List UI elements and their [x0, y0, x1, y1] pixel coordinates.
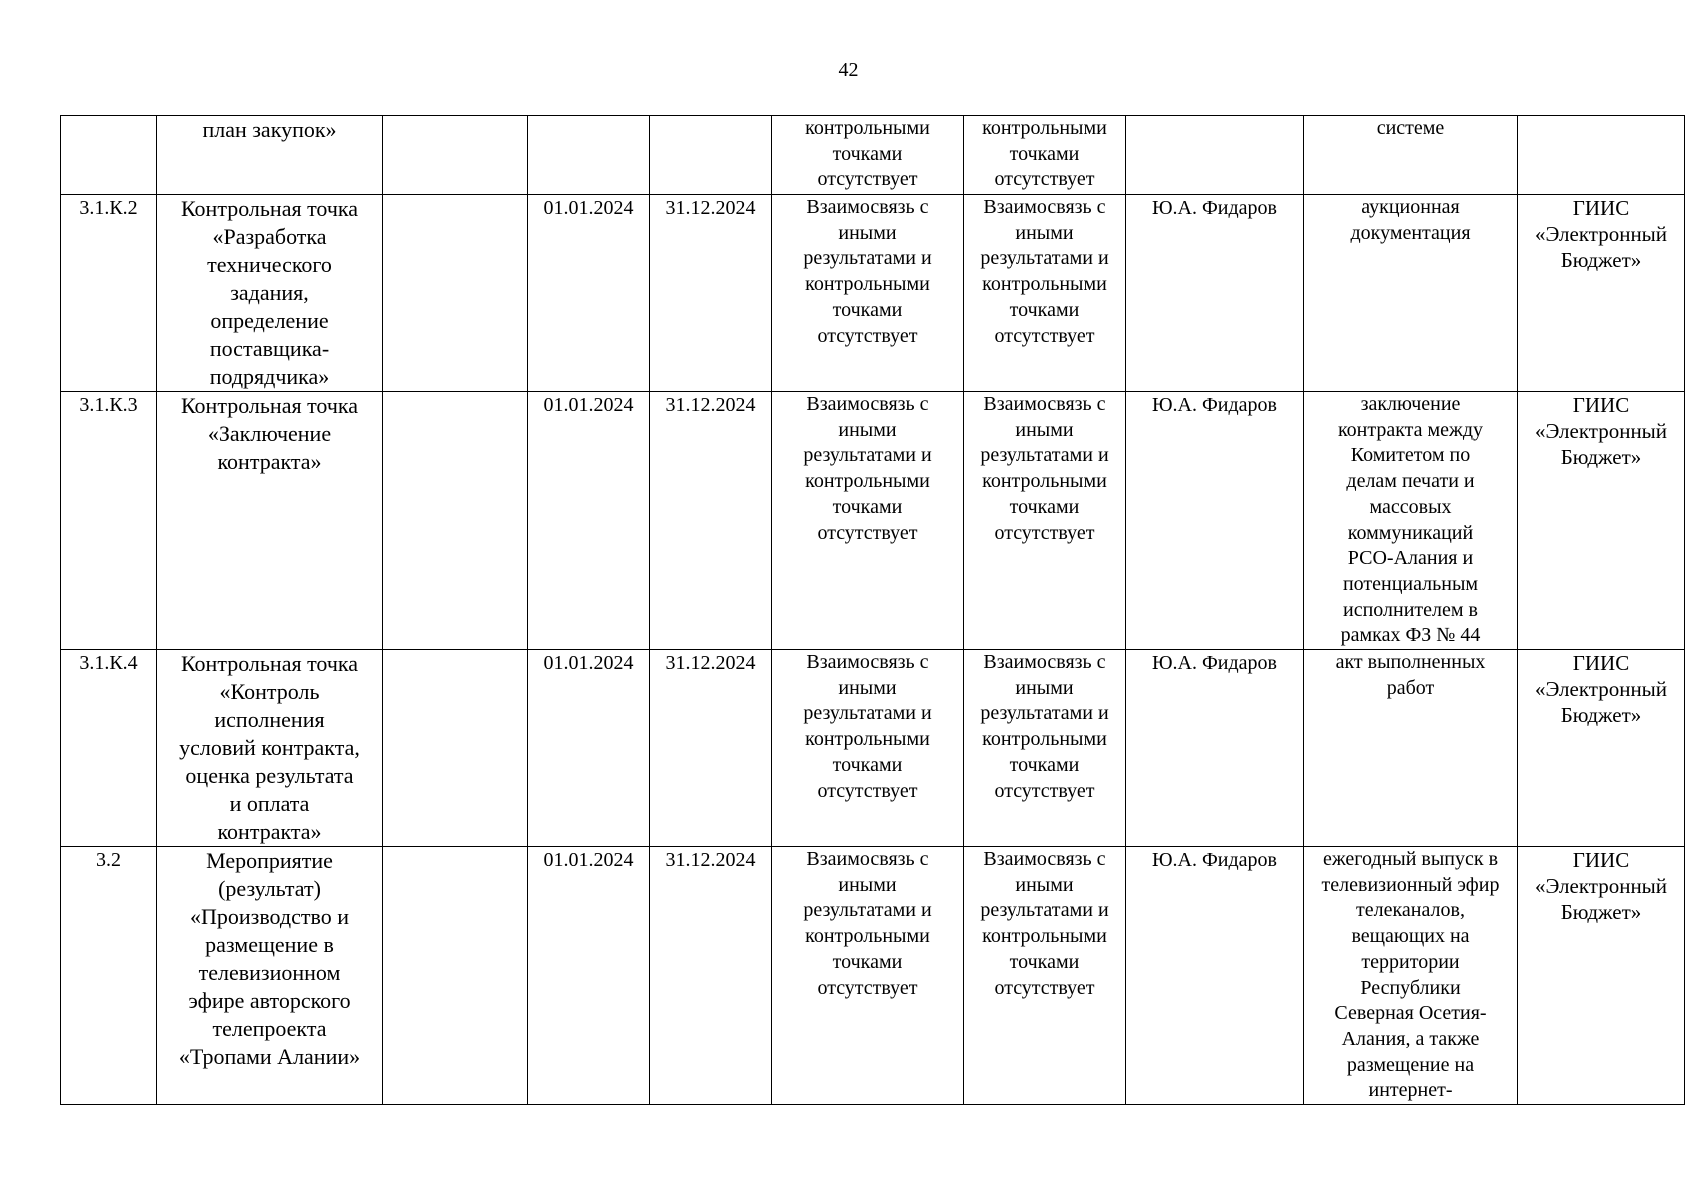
page-number: 42 — [838, 59, 859, 81]
responsible-cell — [1126, 392, 1304, 650]
row-number-cell-text: 3.1.К.4 — [79, 652, 138, 675]
relation-cell — [772, 392, 964, 650]
item-name-cell — [157, 195, 383, 392]
empty-cell — [383, 650, 528, 847]
table-row — [61, 650, 1685, 847]
relation-cell-text: Взаимосвязь с иными результатами и контрольными точками отсутствует — [803, 393, 932, 544]
relation-cell — [772, 195, 964, 392]
description-cell-text: заключение контракта между Комитетом по делам печати и массовых коммуникаций РСО-Алания и потенциальным исполнителем в рамках ФЗ № 44 — [1337, 393, 1484, 647]
responsible-cell — [1126, 195, 1304, 392]
responsible-cell — [1126, 650, 1304, 847]
relation-cell-text: Взаимосвязь с иными результатами и контрольными точками отсутствует — [803, 651, 932, 802]
system-cell-text: ГИИС «Электронный Бюджет» — [1534, 848, 1668, 925]
end-date-cell — [650, 195, 772, 392]
description-cell-text: ежегодный выпуск в телевизионный эфир телеканалов, вещающих на территории Республики Северная Осетия- Алания, а также размещение на интернет- — [1321, 848, 1500, 1102]
table-row — [61, 116, 1685, 195]
empty-cell — [383, 195, 528, 392]
relation-cell-2-text: Взаимосвязь с иными результатами и контрольными точками отсутствует — [980, 393, 1109, 544]
start-date-cell — [528, 392, 650, 650]
row-number-cell-text: 3.1.К.3 — [79, 394, 138, 416]
start-date-cell — [528, 847, 650, 1105]
row-number-cell — [61, 116, 157, 195]
table-row — [61, 195, 1685, 392]
responsible-cell-text: Ю.А. Фидаров — [1152, 849, 1277, 872]
system-cell — [1518, 116, 1685, 195]
start-date-cell-text: 01.01.2024 — [543, 197, 634, 219]
row-number-cell-text: 3.1.К.2 — [79, 197, 138, 219]
responsible-cell-text: Ю.А. Фидаров — [1152, 394, 1277, 416]
row-number-cell-text: 3.2 — [96, 849, 121, 872]
system-cell-text: ГИИС «Электронный Бюджет» — [1534, 651, 1668, 728]
relation-cell-2 — [964, 195, 1126, 392]
table-row — [61, 847, 1685, 1105]
end-date-cell-text: 31.12.2024 — [665, 394, 756, 416]
end-date-cell-text: 31.12.2024 — [665, 197, 756, 219]
relation-cell-2 — [964, 847, 1126, 1105]
system-cell — [1518, 392, 1685, 650]
relation-cell-text: Взаимосвязь с иными результатами и контрольными точками отсутствует — [803, 196, 932, 347]
start-date-cell-text: 01.01.2024 — [543, 849, 634, 872]
responsible-cell — [1126, 116, 1304, 195]
relation-cell-2-text: Взаимосвязь с иными результатами и контрольными точками отсутствует — [980, 651, 1109, 802]
relation-cell — [772, 116, 964, 195]
item-name-cell-text: Контрольная точка «Разработка технического задания, определение поставщика- подрядчика» — [180, 196, 359, 389]
empty-cell — [383, 847, 528, 1105]
end-date-cell — [650, 650, 772, 847]
description-cell-text: акт выполненных работ — [1335, 651, 1486, 699]
empty-cell — [383, 392, 528, 650]
item-name-cell-text: Контрольная точка «Контроль исполнения условий контракта, оценка результата и оплата контракта» — [179, 651, 360, 845]
description-cell — [1304, 195, 1518, 392]
description-cell — [1304, 650, 1518, 847]
item-name-cell — [157, 847, 383, 1105]
description-cell-text: аукционная документация — [1350, 196, 1471, 244]
end-date-cell-text: 31.12.2024 — [665, 849, 756, 872]
system-cell — [1518, 195, 1685, 392]
description-cell — [1304, 116, 1518, 195]
relation-cell-2-text: Взаимосвязь с иными результатами и контрольными точками отсутствует — [980, 196, 1109, 347]
relation-cell-2-text: контрольными точками отсутствует — [982, 117, 1107, 191]
empty-cell — [383, 116, 528, 195]
description-cell — [1304, 392, 1518, 650]
item-name-cell-text: Мероприятие (результат) «Производство и размещение в телевизионном эфире авторского телепроекта «Тропами Алании» — [178, 848, 361, 1070]
item-name-cell — [157, 392, 383, 650]
control-points-table — [60, 115, 1685, 1105]
system-cell-text: ГИИС «Электронный Бюджет» — [1534, 196, 1668, 272]
responsible-cell-text: Ю.А. Фидаров — [1152, 197, 1277, 219]
responsible-cell — [1126, 847, 1304, 1105]
description-cell-text: системе — [1376, 117, 1445, 139]
description-cell — [1304, 847, 1518, 1105]
item-name-cell — [157, 116, 383, 195]
responsible-cell-text: Ю.А. Фидаров — [1152, 652, 1277, 675]
system-cell — [1518, 650, 1685, 847]
end-date-cell — [650, 116, 772, 195]
table-row — [61, 392, 1685, 650]
relation-cell-2-text: Взаимосвязь с иными результатами и контрольными точками отсутствует — [980, 848, 1109, 999]
relation-cell-2 — [964, 650, 1126, 847]
relation-cell-2 — [964, 392, 1126, 650]
relation-cell-text: Взаимосвязь с иными результатами и контрольными точками отсутствует — [803, 848, 932, 999]
start-date-cell-text: 01.01.2024 — [543, 394, 634, 416]
relation-cell-2 — [964, 116, 1126, 195]
relation-cell — [772, 847, 964, 1105]
item-name-cell-text: план закупок» — [202, 117, 337, 142]
end-date-cell-text: 31.12.2024 — [665, 652, 756, 675]
row-number-cell — [61, 650, 157, 847]
system-cell-text: ГИИС «Электронный Бюджет» — [1534, 393, 1668, 469]
system-cell — [1518, 847, 1685, 1105]
start-date-cell — [528, 650, 650, 847]
start-date-cell — [528, 195, 650, 392]
end-date-cell — [650, 392, 772, 650]
row-number-cell — [61, 392, 157, 650]
row-number-cell — [61, 195, 157, 392]
item-name-cell — [157, 650, 383, 847]
relation-cell-text: контрольными точками отсутствует — [805, 117, 930, 191]
row-number-cell — [61, 847, 157, 1105]
start-date-cell-text: 01.01.2024 — [543, 652, 634, 675]
relation-cell — [772, 650, 964, 847]
start-date-cell — [528, 116, 650, 195]
end-date-cell — [650, 847, 772, 1105]
item-name-cell-text: Контрольная точка «Заключение контракта» — [180, 393, 359, 474]
